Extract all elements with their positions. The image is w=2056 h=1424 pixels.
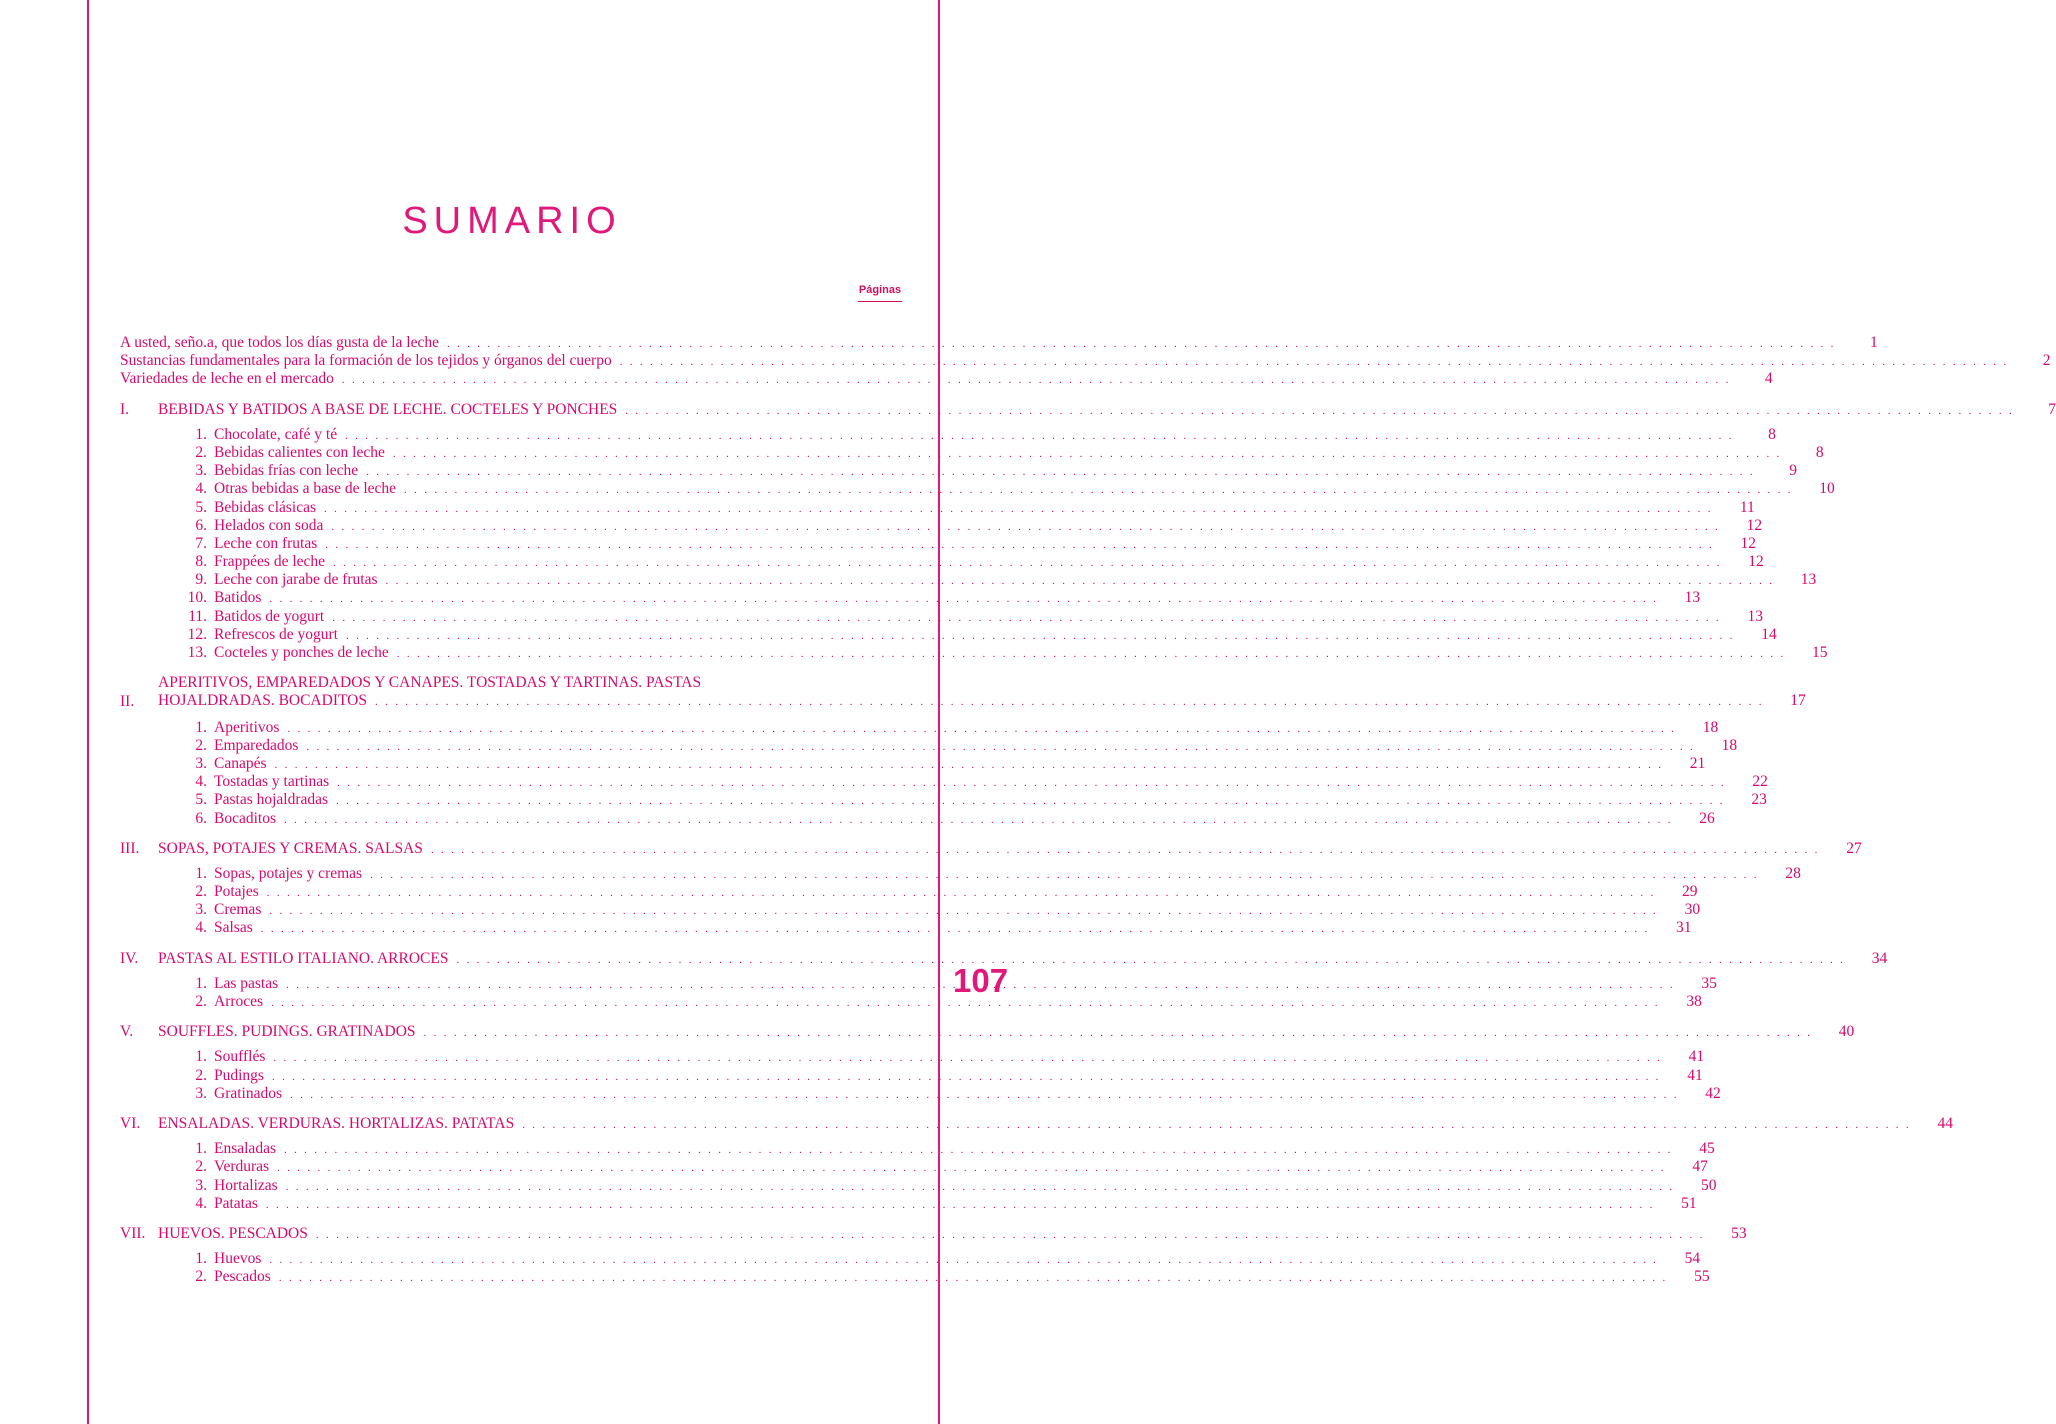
toc-item-row[interactable] — [120, 425, 1776, 444]
pages-column-header — [850, 284, 910, 302]
toc-item-row[interactable] — [120, 480, 1835, 498]
toc-entry-label: Las pastas — [214, 974, 279, 992]
leader-dots — [342, 371, 1731, 389]
toc-page-number: 21 — [1689, 754, 1706, 772]
chapter-title: PASTAS AL ESTILO ITALIANO. ARROCES — [158, 949, 449, 967]
toc-chapter-row[interactable] — [120, 1224, 1747, 1243]
item-number: 2. — [195, 1158, 207, 1176]
toc-item-row[interactable] — [120, 736, 1738, 755]
leader-dots — [456, 951, 1845, 969]
leader-dots — [333, 554, 1722, 572]
chapter-number: III. — [120, 839, 140, 857]
leader-dots — [269, 1251, 1658, 1269]
leader-dots — [269, 902, 1658, 920]
chapter-title-block — [158, 674, 1806, 711]
toc-entry-label: Arroces — [214, 993, 264, 1011]
item-number-cell — [120, 535, 214, 553]
toc-page-number: 34 — [1871, 949, 1888, 967]
toc-page-number: 4 — [1764, 370, 1773, 388]
toc-intro-row[interactable] — [120, 352, 2051, 370]
toc-entry-label: Chocolate, café y té — [214, 425, 338, 443]
item-number: 1. — [195, 1048, 207, 1066]
toc-entry-label: Soufflés — [214, 1048, 266, 1066]
toc-entry-label: Leche con frutas — [214, 534, 318, 552]
toc-item-row[interactable] — [120, 718, 1719, 737]
item-number-cell — [120, 1048, 214, 1066]
leader-dots — [345, 427, 1734, 445]
item-number: 4. — [195, 919, 207, 937]
toc-page-number: 13 — [1800, 571, 1817, 589]
item-number-cell — [120, 993, 214, 1011]
item-number-cell — [120, 737, 214, 755]
toc-entry-label: Batidos — [214, 589, 262, 607]
toc-item-row[interactable] — [120, 773, 1768, 791]
toc-entry-label: Bocaditos — [214, 809, 276, 827]
leader-dots — [431, 841, 1820, 859]
leader-dots — [266, 1196, 1655, 1214]
item-number: 1. — [195, 1140, 207, 1158]
item-number: 1. — [195, 718, 207, 736]
item-number: 2. — [195, 1268, 207, 1286]
toc-page-number: 30 — [1684, 901, 1701, 919]
toc-entry-label: Leche con jarabe de frutas — [214, 571, 378, 589]
item-number-cell — [120, 426, 214, 444]
toc-item-row[interactable] — [120, 625, 1777, 644]
toc-page-number: 10 — [1819, 480, 1835, 498]
leader-dots — [324, 500, 1713, 518]
item-number: 6. — [195, 516, 207, 534]
item-number-cell — [120, 480, 214, 498]
toc-entry-label: Huevos — [214, 1250, 262, 1268]
pages-underline — [858, 301, 902, 302]
toc-entry-label: Aperitivos — [214, 718, 280, 736]
toc-page-number: 7 — [2048, 400, 2056, 418]
chapter-title: APERITIVOS, EMPAREDADOS Y CANAPES. TOSTADAS Y TARTINAS. PASTAS — [158, 674, 702, 692]
item-number-cell — [120, 1177, 214, 1195]
item-number-cell — [120, 444, 214, 462]
leader-dots — [404, 481, 1793, 499]
toc-item-row[interactable] — [120, 1066, 1703, 1085]
toc-entry-label: Hortalizas — [214, 1176, 278, 1194]
toc-page-number: 38 — [1686, 993, 1702, 1011]
item-number-cell — [120, 499, 214, 517]
toc-page-number: 45 — [1699, 1140, 1715, 1158]
leader-dots — [275, 756, 1664, 774]
toc-intro-row[interactable] — [120, 334, 1878, 352]
toc-chapter-row[interactable] — [120, 1023, 1855, 1041]
leader-dots — [287, 720, 1676, 738]
leader-dots — [620, 353, 2009, 371]
chapter-title: BEBIDAS Y BATIDOS A BASE DE LECHE. COCTELES Y PONCHES — [158, 400, 618, 418]
toc-item-row[interactable] — [120, 791, 1767, 809]
toc-page-number: 50 — [1700, 1176, 1717, 1194]
toc-page-number: 26 — [1699, 809, 1715, 827]
item-number: 8. — [195, 553, 207, 571]
toc-entry-label: Otras bebidas a base de leche — [214, 480, 397, 498]
item-number: 13. — [187, 644, 207, 661]
leader-dots — [375, 693, 1764, 711]
leader-dots — [332, 609, 1721, 627]
toc-item-row[interactable] — [120, 1268, 1710, 1286]
toc-item-row[interactable] — [120, 1158, 1708, 1176]
toc-page-number: 11 — [1739, 498, 1755, 516]
leader-dots — [370, 866, 1759, 884]
toc-page-number: 2 — [2042, 352, 2051, 370]
toc-item-row[interactable] — [120, 809, 1715, 828]
leader-dots — [269, 590, 1658, 608]
leader-dots — [331, 518, 1720, 536]
item-number: 12. — [187, 625, 207, 643]
toc-item-row[interactable] — [120, 644, 1828, 662]
item-number-cell — [120, 517, 214, 535]
toc-item-row[interactable] — [120, 1140, 1715, 1158]
toc-page-number: 14 — [1761, 625, 1777, 643]
leader-dots — [279, 1269, 1668, 1287]
leader-dots — [286, 1178, 1675, 1196]
item-number: 2. — [195, 883, 207, 901]
leader-dots — [337, 774, 1726, 792]
toc-page-number: 13 — [1747, 607, 1763, 625]
chapter-number: IV. — [120, 949, 139, 967]
item-number-cell — [120, 462, 214, 480]
item-number: 2. — [195, 1066, 207, 1084]
toc-item-row[interactable] — [120, 754, 1706, 773]
item-number-cell — [120, 1250, 214, 1268]
toc-page-number: 51 — [1681, 1194, 1697, 1212]
chapter-title: SOPAS, POTAJES Y CREMAS. SALSAS — [158, 839, 423, 857]
toc-page-number: 55 — [1694, 1268, 1710, 1286]
item-number-cell — [120, 919, 214, 937]
chapter-number: II. — [120, 693, 135, 711]
toc-entry-label: Cremas — [214, 901, 262, 919]
toc-page-number: 35 — [1701, 974, 1717, 992]
toc-entry-label: Bebidas clásicas — [214, 498, 317, 516]
toc-entry-label: Variedades de leche en el mercado — [120, 370, 334, 388]
item-number-cell — [120, 644, 214, 662]
toc-entry-label: Gratinados — [214, 1084, 283, 1102]
pages-label: Páginas — [858, 284, 902, 296]
toc-item-row[interactable] — [120, 462, 1797, 480]
toc-item-row[interactable] — [120, 1194, 1697, 1213]
toc-entry-label: Bebidas frías con leche — [214, 462, 359, 480]
chapter-title: SOUFFLES. PUDINGS. GRATINADOS — [158, 1023, 416, 1041]
page-title: SUMARIO — [402, 200, 622, 242]
item-number: 1. — [195, 425, 207, 443]
toc-item-row[interactable] — [120, 1250, 1701, 1268]
leader-dots — [272, 1068, 1661, 1086]
item-number-cell — [120, 1067, 214, 1085]
leader-dots — [366, 463, 1755, 481]
toc-entry-label: Refrescos de yogurt — [214, 625, 338, 643]
leader-dots — [346, 627, 1735, 645]
toc-item-row[interactable] — [120, 864, 1801, 883]
toc-item-row[interactable] — [120, 553, 1764, 571]
leader-dots — [273, 1049, 1662, 1067]
toc-page-number: 13 — [1684, 589, 1701, 607]
toc-page-number: 40 — [1838, 1023, 1855, 1041]
chapter-title: HUEVOS. PESCADOS — [158, 1224, 308, 1242]
leader-dots — [261, 920, 1650, 938]
item-number-cell — [120, 589, 214, 607]
leader-dots — [386, 572, 1775, 590]
toc-entry-label: Pastas hojaldradas — [214, 791, 329, 809]
toc-entry-label: Canapés — [214, 754, 267, 772]
toc-item-row[interactable] — [120, 883, 1698, 901]
item-number: 10. — [187, 589, 207, 607]
toc-entry-label: Batidos de yogurt — [214, 607, 325, 625]
chapter-number: VII. — [120, 1224, 146, 1242]
toc-entry-label: Tostadas y tartinas — [214, 773, 330, 791]
item-number: 1. — [195, 974, 207, 992]
leader-dots — [522, 1116, 1911, 1134]
item-number: 4. — [195, 1194, 207, 1212]
toc-item-row[interactable] — [120, 516, 1763, 535]
toc-page-number: 42 — [1705, 1084, 1721, 1102]
item-number: 2. — [195, 736, 207, 754]
item-number: 1. — [195, 864, 207, 882]
leader-dots — [284, 1141, 1673, 1159]
item-number-cell — [120, 810, 214, 828]
item-number: 4. — [195, 480, 207, 498]
page-number: 107 — [953, 962, 1009, 999]
toc-entry-label: Emparedados — [214, 736, 299, 754]
toc-entry-label: Sustancias fundamentales para la formación de los tejidos y órganos del cuerpo — [120, 352, 612, 370]
toc-entry-label: Ensaladas — [214, 1140, 276, 1158]
toc-page-number: 17 — [1790, 692, 1806, 710]
item-number-cell — [120, 755, 214, 773]
item-number-cell — [120, 865, 214, 883]
toc-entry-label: A usted, seño.a, que todos los días gusta de la leche — [120, 334, 439, 351]
toc-entry-label: Verduras — [214, 1158, 270, 1176]
toc-page-number: 12 — [1748, 553, 1764, 571]
toc-page-number: 12 — [1746, 516, 1763, 534]
toc-page-number: 28 — [1785, 864, 1801, 882]
toc-entry-label: Frappées de leche — [214, 553, 326, 571]
item-number-cell — [120, 626, 214, 644]
toc-item-row[interactable] — [120, 589, 1701, 607]
toc-entry-label: Pescados — [214, 1268, 271, 1286]
toc-item-row[interactable] — [120, 901, 1701, 919]
item-number: 5. — [195, 791, 207, 809]
item-number-cell — [120, 553, 214, 571]
leader-dots — [325, 536, 1714, 554]
toc-entry-label: Potajes — [214, 883, 259, 901]
item-number-cell — [120, 1158, 214, 1176]
toc-item-row[interactable] — [120, 498, 1755, 517]
item-number: 7. — [195, 534, 207, 552]
item-number: 5. — [195, 498, 207, 516]
leader-dots — [393, 445, 1782, 463]
item-number: 9. — [195, 571, 207, 589]
toc-item-row[interactable] — [120, 443, 1824, 462]
leader-dots — [284, 811, 1673, 829]
leader-dots — [424, 1024, 1813, 1042]
toc-page-number: 12 — [1740, 534, 1757, 552]
item-number: 2. — [195, 993, 207, 1011]
item-number: 4. — [195, 773, 207, 791]
toc-entry-label: Patatas — [214, 1194, 258, 1212]
item-number-cell — [120, 608, 214, 626]
toc-entry-label: Pudings — [214, 1066, 264, 1084]
item-number-cell — [120, 1085, 214, 1103]
item-number: 11. — [188, 607, 207, 625]
leader-dots — [267, 884, 1656, 902]
toc-page-number: 53 — [1731, 1224, 1747, 1242]
toc-page-number: 41 — [1688, 1048, 1705, 1066]
item-number: 3. — [195, 1176, 207, 1194]
toc-page-number: 54 — [1684, 1250, 1701, 1268]
toc-item-row[interactable] — [120, 1084, 1721, 1103]
chapter-title-line2: HOJALDRADAS. BOCADITOS — [158, 692, 367, 710]
toc-page-number: 23 — [1751, 791, 1767, 809]
item-number-cell — [120, 571, 214, 589]
toc-page-number: 29 — [1682, 883, 1698, 901]
leader-dots — [447, 335, 1836, 353]
toc-item-row[interactable] — [120, 919, 1692, 937]
toc-page-number: 44 — [1937, 1114, 1953, 1132]
chapter-number: VI. — [120, 1114, 141, 1132]
toc-chapter-row[interactable] — [120, 674, 1806, 711]
item-number: 2. — [195, 443, 207, 461]
leader-dots — [306, 738, 1695, 756]
toc-page-number: 27 — [1846, 839, 1862, 857]
toc-page-number: 22 — [1752, 773, 1768, 791]
toc-page-number: 18 — [1721, 736, 1738, 754]
toc-page-number: 18 — [1702, 718, 1719, 736]
item-number: 3. — [195, 1084, 207, 1102]
item-number: 3. — [195, 462, 207, 480]
leader-dots — [336, 792, 1725, 810]
item-number-cell — [120, 901, 214, 919]
toc-page-number: 9 — [1789, 462, 1797, 480]
toc-page-number: 47 — [1692, 1158, 1708, 1176]
item-number-cell — [120, 975, 214, 993]
item-number-cell — [120, 773, 214, 791]
toc-entry-label: Cocteles y ponches de leche — [214, 644, 389, 661]
toc-item-row[interactable] — [120, 534, 1757, 553]
item-number-cell — [120, 1140, 214, 1158]
toc-page-number: 15 — [1812, 644, 1828, 661]
chapter-number: I. — [120, 400, 130, 418]
toc-entry-label: Bebidas calientes con leche — [214, 443, 385, 461]
toc-item-row[interactable] — [120, 1048, 1705, 1066]
toc-item-row[interactable] — [120, 607, 1763, 626]
item-number-cell — [120, 1268, 214, 1286]
item-number-cell — [120, 791, 214, 809]
leader-dots — [277, 1159, 1666, 1177]
item-number: 6. — [195, 809, 207, 827]
toc-page-number: 1 — [1869, 334, 1878, 351]
toc-entry-label: Salsas — [214, 919, 253, 937]
leader-dots — [316, 1226, 1705, 1244]
leader-dots — [397, 645, 1786, 663]
chapter-number: V. — [120, 1023, 134, 1041]
toc-intro-row[interactable] — [120, 370, 1773, 388]
item-number: 3. — [195, 901, 207, 919]
chapter-title: ENSALADAS. VERDURAS. HORTALIZAS. PATATAS — [158, 1114, 515, 1132]
item-number: 1. — [195, 1250, 207, 1268]
chapter-title-line2-row — [158, 692, 1806, 711]
item-number: 3. — [195, 754, 207, 772]
toc-chapter-row[interactable] — [120, 949, 1888, 968]
leader-dots — [625, 402, 2014, 420]
toc-page-number: 41 — [1687, 1066, 1703, 1084]
toc-page-number: 31 — [1676, 919, 1692, 937]
toc-chapter-row[interactable] — [120, 1114, 1953, 1133]
toc-item-row[interactable] — [120, 571, 1817, 589]
toc-chapter-row[interactable] — [120, 839, 1862, 858]
toc-item-row[interactable] — [120, 1176, 1717, 1195]
toc-page-number: 8 — [1768, 425, 1776, 443]
toc-chapter-row[interactable] — [120, 400, 2056, 419]
toc-entry-label: Helados con soda — [214, 516, 324, 534]
toc-page-number: 8 — [1815, 443, 1824, 461]
item-number-cell — [120, 883, 214, 901]
toc-item-row[interactable] — [120, 993, 1702, 1011]
item-number-cell — [120, 719, 214, 737]
leader-dots — [290, 1086, 1679, 1104]
item-number-cell — [120, 1195, 214, 1213]
toc-entry-label: Sopas, potajes y cremas — [214, 864, 363, 882]
